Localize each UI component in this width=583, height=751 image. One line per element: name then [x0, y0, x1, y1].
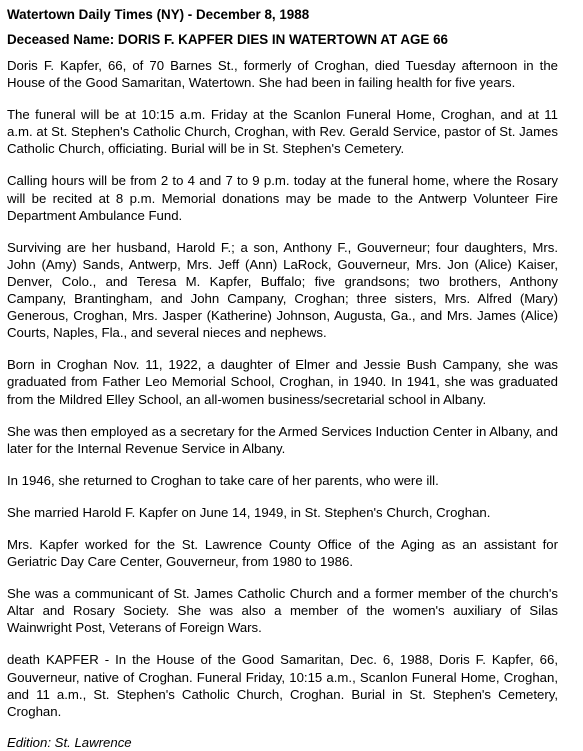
paragraph-death-listing: death KAPFER - In the House of the Good Samaritan, Dec. 6, 1988, Doris F. Kapfer, 66, Gouverneur, native of Croghan. Funeral Friday, 10:15 a.m., Scanlon Funeral Home, Croghan, and 11 a.m., St. Stephen's Catholic Church, Croghan. Burial in St. Stephen's Cemetery, Croghan.: [7, 652, 558, 719]
paragraph-funeral: The funeral will be at 10:15 a.m. Friday at the Scanlon Funeral Home, Croghan, and at 11 a.m. at St. Stephen's Catholic Church, Croghan, with Rev. Gerald Service, pastor of St. James Catholic Church, officiating. Burial will be in St. Stephen's Cemetery.: [7, 107, 558, 157]
paragraph-return-croghan: In 1946, she returned to Croghan to take care of her parents, who were ill.: [7, 472, 439, 488]
paragraph-survivors: Surviving are her husband, Harold F.; a son, Anthony F., Gouverneur; four daughters, Mrs. John (Amy) Sands, Antwerp, Mrs. Jeff (Ann) LaRock, Gouverneur, Mrs. Jon (Alice) Kaiser, Denver, Colo., and Teresa M. Kapfer, Buffalo; five grandsons; two brothers, Anthony Campany, Brantingham, and John Campany, Croghan; three sisters, Mrs. Alfred (Mary) Generous, Croghan, Mrs. Jasper (Katherine) Johnson, Augusta, Ga., and Mrs. James (Alice) Courts, Naples, Fla., and several nieces and nephews.: [7, 239, 558, 341]
edition-line: Edition: St. Lawrence: [7, 734, 132, 750]
paragraph-work-aging-office: Mrs. Kapfer worked for the St. Lawrence County Office of the Aging as an assistant for Geriatric Day Care Center, Gouverneur, from 1980 to 1986.: [7, 536, 558, 570]
paragraph-birth-education: Born in Croghan Nov. 11, 1922, a daughter of Elmer and Jessie Bush Campany, she was graduated from Father Leo Memorial School, Croghan, in 1940. In 1941, she was graduated from the Mildred Elley School, an all-women business/secretarial school in Albany.: [7, 357, 558, 407]
obituary-body: [7, 57, 558, 720]
paragraph-employment: She was then employed as a secretary for the Armed Services Induction Center in Albany, and later for the Internal Revenue Service in Albany.: [7, 423, 558, 456]
paragraph-death-notice: Doris F. Kapfer, 66, of 70 Barnes St., formerly of Croghan, died Tuesday afternoon in the House of the Good Samaritan, Watertown. She had been in failing health for five years.: [7, 58, 558, 91]
paragraph-memberships: She was a communicant of St. James Catholic Church and a former member of the church's Altar and Rosary Society. She was also a member of the women's auxiliary of Silas Wainwright Post, Veterans of Foreign Wars.: [7, 586, 558, 636]
publication-line: Watertown Daily Times (NY) - December 8, 1988: [7, 7, 310, 22]
deceased-name-heading: Deceased Name: DORIS F. KAPFER DIES IN WATERTOWN AT AGE 66: [7, 32, 448, 47]
paragraph-marriage: She married Harold F. Kapfer on June 14, 1949, in St. Stephen's Church, Croghan.: [7, 504, 491, 520]
paragraph-calling-hours: Calling hours will be from 2 to 4 and 7 to 9 p.m. today at the funeral home, where the Rosary will be recited at 8 p.m. Memorial donations may be made to the Antwerp Volunteer Fire Department Ambulance Fund.: [7, 173, 558, 223]
obituary-document: [7, 0, 558, 751]
